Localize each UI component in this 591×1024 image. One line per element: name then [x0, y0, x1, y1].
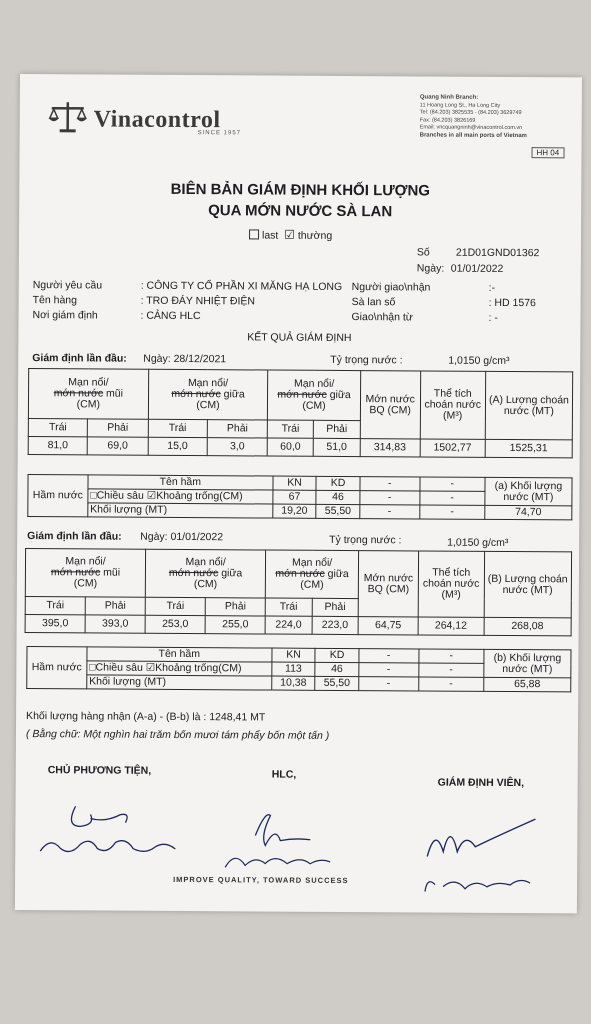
requester-label: Người yêu cầu	[32, 279, 103, 292]
table-cell: 253,0	[145, 615, 205, 633]
right-header: Phải	[85, 597, 145, 615]
second-hold-table	[26, 646, 571, 692]
mass-b-small-header: (b) Khối lượng nước (MT)	[484, 649, 571, 678]
goods-value: : TRO ĐÁY NHIỆT ĐIỆN	[140, 294, 256, 308]
inspector-sign-title: GIÁM ĐỊNH VIÊN,	[437, 776, 525, 790]
mid2-draft-header: Mạn nổi/ mớn nước giữa (CM)	[268, 370, 361, 421]
hold-name-header: Tên hầm	[88, 475, 273, 490]
deliverer-label: Người giao\nhận	[351, 281, 431, 294]
table-cell: 314,83	[360, 439, 420, 457]
inspector-signature	[415, 806, 556, 897]
dash-cell: -	[420, 477, 485, 491]
barge-value: : HD 1576	[488, 296, 536, 310]
regular-label: thường	[297, 229, 333, 242]
table-cell: 46	[315, 662, 359, 676]
hlc-sign-title: HLC,	[271, 768, 297, 781]
mid-draft-header: Mạn nổi/ mớn nước giữa (CM)	[148, 369, 268, 420]
doc-title-line1: BIÊN BẢN GIÁM ĐỊNH KHỐI LƯỢNG	[170, 180, 431, 200]
avg-draft-header: Mớn nước BQ (CM)	[358, 551, 418, 617]
mid2-draft-header: Mạn nổi/ mớn nước giữa (CM)	[265, 550, 358, 599]
doc-title-line2: QUA MỚN NƯỚC SÀ LAN	[208, 202, 393, 221]
dash-cell: -	[359, 663, 419, 677]
form-code: HH 04	[531, 147, 564, 158]
branch-line: 11 Hoang Long St., Ha Long City	[419, 101, 501, 109]
table-cell: 113	[272, 662, 316, 676]
place-value: : CẢNG HLC	[140, 309, 201, 323]
table-cell: 1525,31	[485, 439, 572, 458]
dash-cell: -	[418, 663, 483, 677]
scales-logo-icon	[48, 100, 88, 134]
branch-title: Quang Ninh Branch:	[419, 94, 479, 101]
branch-line: Tel: (84.203) 3825535 - (84.203) 3629749	[419, 109, 522, 117]
barge-label: Sà lan số	[351, 296, 396, 309]
table-cell: 55,50	[316, 504, 360, 518]
first-draft-table	[28, 368, 574, 458]
kd-header: KD	[316, 476, 360, 490]
bow-draft-header: Mạn nổi/ mớn nước mũi (CM)	[28, 369, 148, 420]
bow-draft-header: Mạn nổi/ mớn nước mũi (CM)	[25, 549, 145, 598]
right-header: Phải	[313, 420, 360, 438]
branch-line: Email: vncquangninh@vinacontrol.com.vn	[419, 124, 523, 132]
volume-header: Thể tích choán nước (M³)	[420, 371, 486, 439]
table-cell: 69,0	[87, 437, 148, 455]
first-survey-date: Ngày: 28/12/2021	[143, 352, 227, 366]
hold-header: Hầm nước	[28, 475, 88, 517]
left-header: Trái	[148, 419, 207, 437]
dash-cell: -	[360, 491, 420, 505]
dash-cell: -	[418, 677, 483, 691]
left-header: Trái	[145, 597, 205, 615]
volume-header: Thể tích choán nước (M³)	[418, 551, 484, 617]
second-draft-table	[25, 548, 573, 636]
second-density-value: 1,0150 g/cm³	[447, 536, 509, 549]
net-mass-line: Khối lượng hàng nhận (A-a) - (B-b) là : 1248,41 MT	[26, 710, 266, 724]
table-cell: 67	[273, 490, 317, 504]
type-options	[249, 227, 332, 242]
dash-cell: -	[419, 505, 484, 519]
right-header: Phải	[312, 598, 359, 616]
last-checkbox[interactable]	[249, 229, 259, 239]
since-text: SINCE 1957	[197, 130, 242, 137]
table-cell: 64,75	[358, 617, 418, 635]
requester-value: : CÔNG TY CỔ PHẦN XI MĂNG HẠ LONG	[140, 279, 343, 293]
left-header: Trái	[25, 597, 85, 615]
table-cell: 223,0	[312, 616, 359, 634]
dash-cell: -	[360, 505, 420, 519]
from-value: : -	[488, 311, 498, 324]
first-density-label: Tỷ trọng nước :	[330, 353, 403, 367]
mass-label: Khối lượng (MT)	[88, 503, 273, 518]
second-survey-label: Giám định lần đầu:	[27, 530, 122, 543]
amount-in-words: ( Bằng chữ: Một nghìn hai trăm bốn mươi tám phẩy bốn một tấn )	[25, 728, 330, 742]
table-cell: 255,0	[205, 616, 265, 634]
branch-address	[420, 94, 580, 140]
second-density-label: Tỷ trọng nước :	[329, 533, 402, 547]
table-cell: 3,0	[207, 438, 268, 456]
mass-a-small-header: (a) Khối lượng nước (MT)	[485, 477, 572, 506]
table-cell: 81,0	[28, 437, 87, 455]
table-cell: 268,08	[484, 617, 572, 636]
doc-no-value: 21D01GND01362	[455, 246, 540, 260]
from-label: Giao\nhận từ	[351, 311, 413, 324]
table-cell: 19,20	[273, 504, 317, 518]
total-a-value: 74,70	[485, 505, 572, 520]
branch-line: Fax: (84.203) 3826169	[419, 116, 476, 124]
place-label: Nơi giám định	[32, 309, 98, 322]
dash-cell: -	[359, 649, 419, 663]
mid-draft-header: Mạn nổi/ mớn nước giữa (CM)	[145, 549, 265, 598]
slogan-text: IMPROVE QUALITY, TOWARD SUCCESS	[173, 874, 349, 886]
table-cell: 1502,77	[420, 439, 485, 457]
owner-signature	[35, 796, 185, 867]
dash-cell: -	[360, 477, 420, 491]
goods-label: Tên hàng	[32, 294, 78, 307]
left-header: Trái	[28, 419, 87, 437]
last-label: last	[261, 229, 279, 242]
date-value: 01/01/2022	[450, 262, 504, 275]
table-cell: 60,0	[267, 438, 313, 456]
table-cell: 51,0	[313, 438, 360, 456]
mass-label: Khối lượng (MT)	[87, 675, 272, 690]
right-header: Phải	[207, 420, 268, 438]
left-header: Trái	[265, 598, 312, 616]
table-cell: 393,0	[85, 615, 145, 633]
table-cell: 10,38	[272, 676, 316, 690]
hlc-signature	[215, 805, 345, 876]
company-logo-text: Vinacontrol	[93, 106, 221, 134]
regular-checkbox-checked[interactable]: ☑	[284, 227, 296, 242]
dash-cell: -	[359, 677, 419, 691]
kn-header: KN	[273, 476, 317, 490]
first-hold-table	[27, 474, 572, 520]
document-page	[15, 74, 582, 913]
depth-option-label: □Chiều sâu ☑Khoảng trống(CM)	[87, 661, 272, 676]
table-cell: 224,0	[265, 616, 312, 634]
depth-option-label: □Chiều sâu ☑Khoảng trống(CM)	[88, 489, 273, 504]
hold-name-header: Tên hầm	[87, 647, 272, 662]
first-density-value: 1,0150 g/cm³	[448, 354, 510, 367]
result-title: KẾT QUẢ GIÁM ĐỊNH	[247, 331, 352, 345]
table-cell: 15,0	[148, 437, 207, 455]
hold-header: Hầm nước	[27, 647, 87, 689]
total-b-value: 65,88	[484, 677, 571, 692]
dash-cell: -	[420, 491, 485, 505]
doc-no-label: Số	[416, 246, 430, 259]
dash-cell: -	[419, 649, 484, 663]
table-cell: 264,12	[418, 617, 484, 635]
owner-sign-title: CHỦ PHƯƠNG TIỆN,	[47, 764, 152, 777]
table-cell: 395,0	[25, 615, 85, 633]
left-header: Trái	[268, 420, 314, 438]
second-survey-date: Ngày: 01/01/2022	[140, 530, 224, 544]
first-survey-label: Giám định lần đầu:	[32, 352, 127, 365]
right-header: Phải	[87, 419, 148, 437]
branch-line: Branches in all main ports of Vietnam	[419, 131, 527, 139]
deliverer-value: :-	[488, 281, 496, 294]
kd-header: KD	[315, 648, 359, 662]
avg-draft-header: Mớn nước BQ (CM)	[360, 371, 420, 439]
date-label: Ngày:	[416, 262, 445, 275]
table-cell: 55,50	[315, 676, 359, 690]
right-header: Phải	[205, 598, 265, 616]
mass-b-header: (B) Lượng choán nước (MT)	[484, 551, 572, 618]
kn-header: KN	[272, 648, 316, 662]
table-cell: 46	[316, 490, 360, 504]
mass-a-header: (A) Lượng choán nước (MT)	[485, 371, 573, 440]
